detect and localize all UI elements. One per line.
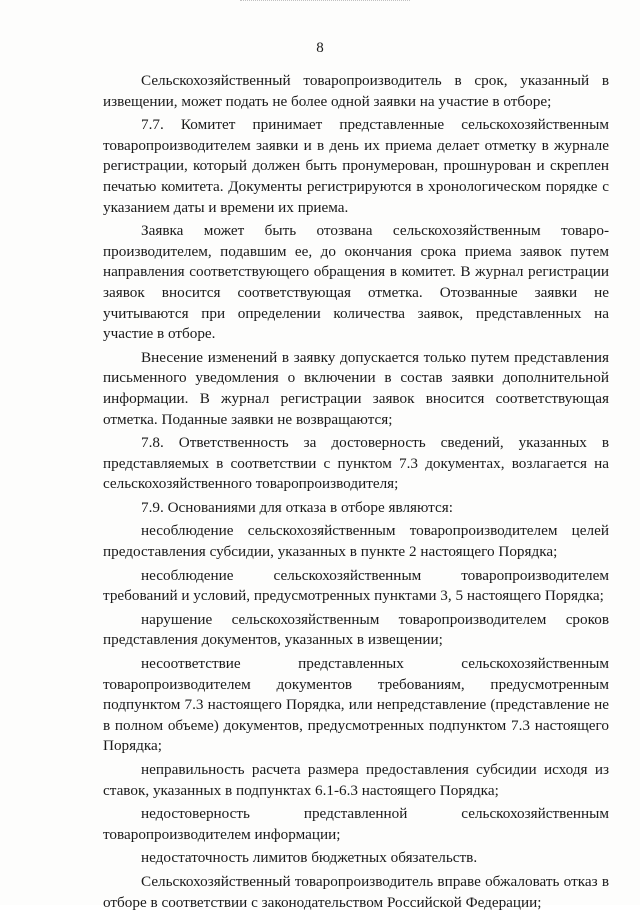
list-item: несоответствие представленных сельскохозяйственным товаропроизводителем документов требованиям, предусмотренным подпунктом 7.3 настоящего Порядка, или непредставление (представление не в полном объеме) документов, предусмотренных подпунктом 7.3 настоящего Порядка; xyxy=(103,655,609,755)
paragraph: 7.8. Ответственность за достоверность сведений, указанных в представляемых в соответствии с пунктом 7.3 документах, возлагается на сельскохозяйственного товаропроизводителя; xyxy=(103,434,609,493)
scan-artifact xyxy=(240,0,410,5)
list-item: неправильность расчета размера предоставления субсидии исходя из ставок, указанных в подпунктах 6.1-6.3 настоящего Порядка; xyxy=(103,761,609,799)
paragraph: 7.7. Комитет принимает представленные сельскохозяйственным товаропроизводителем заявки и в день их приема делает отметку в журнале регистрации, который должен быть пронумерован, прошнурован и скреплен печатью комитета. Документы регистрируются в хронологическом порядке с указанием даты и времени их приема. xyxy=(103,116,609,216)
list-item: нарушение сельскохозяйственным товаропроизводителем сроков представления документов, указанных в извещении; xyxy=(103,610,609,649)
document-body xyxy=(103,71,609,916)
list-item: недостоверность представленной сельскохозяйственным товаропроизводителем информации; xyxy=(103,805,609,843)
page-number: 8 xyxy=(316,40,324,56)
paragraph: Сельскохозяйственный товаропроизводитель вправе обжаловать отказ в отборе в соответствии с законодательством Российской Федерации; xyxy=(103,872,609,911)
list-item: несоблюдение сельскохозяйственным товаропроизводителем требований и условий, предусмотренных пунктами 3, 5 настоящего Порядка; xyxy=(103,566,609,605)
list-item: несоблюдение сельскохозяйственным товаропроизводителем целей предоставления субсидии, указанных в пункте 2 настоящего Порядка; xyxy=(103,522,609,561)
paragraph: Внесение изменений в заявку допускается только путем представления письменного уведомления о включении в состав заявки дополнительной информации. В журнал регистрации заявок вносится соответствующая отметка. Поданные заявки не возвращаются; xyxy=(103,348,609,428)
paragraph: 7.9. Основаниями для отказа в отборе являются: xyxy=(141,498,453,516)
paragraph: Заявка может быть отозвана сельскохозяйственным товаро-производителем, подавшим ее, до окончания срока приема заявок путем направления соответствующего обращения в комитет. В журнал регистрации заявок вносится соответствующая отметка. Отозванные заявки не учитываются при определении количества заявок, представленных на участие в отборе. xyxy=(103,222,609,343)
list-item: недостаточность лимитов бюджетных обязательств. xyxy=(141,849,478,867)
paragraph: Сельскохозяйственный товаропроизводитель в срок, указанный в извещении, может подать не более одной заявки на участие в отборе; xyxy=(103,72,609,110)
